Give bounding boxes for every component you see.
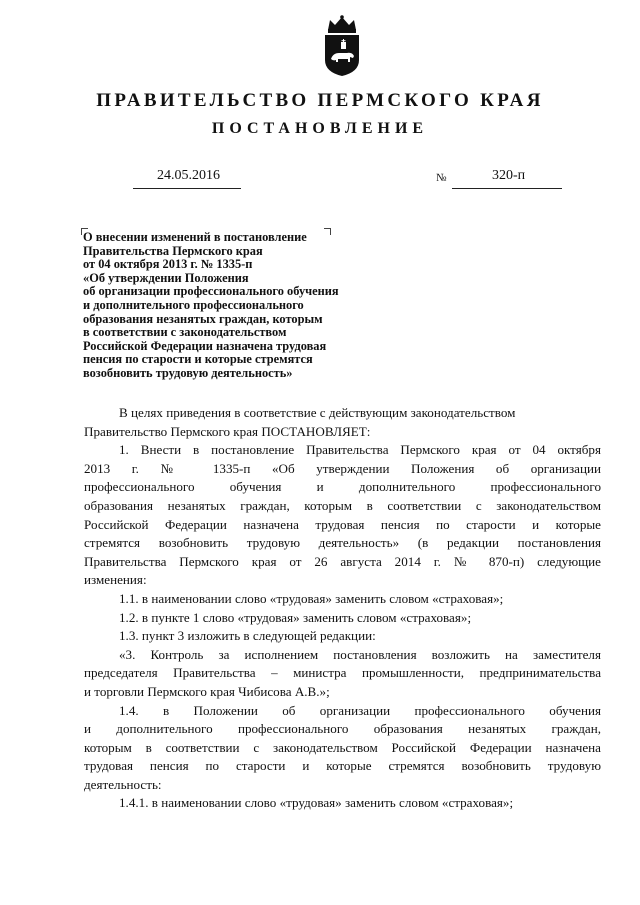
subject-line: и дополнительного профессионального bbox=[83, 297, 304, 312]
body-line: 1.3. пункт 3 изложить в следующей редакции: bbox=[119, 628, 376, 644]
document-number-value: 320-п bbox=[492, 168, 526, 183]
subject-line: «Об утверждении Положения bbox=[83, 270, 249, 285]
subject-line: Российской Федерации назначена трудовая bbox=[83, 338, 327, 353]
body-line: изменения: bbox=[84, 572, 147, 588]
body-line: и торговли Пермского края Чибисова А.В.»; bbox=[84, 683, 330, 699]
body-line: трудовая пенсия по старости и которые стремятся возобновить трудовую bbox=[84, 758, 601, 774]
document-date bbox=[133, 168, 241, 189]
body-line: 1.1. в наименовании слово «трудовая» заменить словом «страховая»; bbox=[119, 590, 504, 606]
body-line: 1.4.1. в наименовании слово «трудовая» заменить словом «страховая»; bbox=[119, 795, 514, 811]
document-number bbox=[452, 168, 562, 189]
subject-line: пенсия по старости и которые стремятся bbox=[83, 352, 313, 367]
document-subject bbox=[83, 231, 403, 381]
body-line: стремятся возобновить трудовую деятельность» (в редакции постановления bbox=[84, 535, 601, 551]
body-line: образования незанятых граждан, которым в соответствии с законодательством bbox=[84, 497, 601, 513]
body-line: и дополнительного профессионального образования незанятых граждан, bbox=[84, 721, 601, 737]
body-line: В целях приведения в соответствие с действующим законодательством bbox=[119, 405, 516, 420]
number-sign: № bbox=[436, 172, 447, 184]
body-line: которым в соответствии с законодательством Российской Федерации назначена bbox=[84, 739, 601, 755]
subject-line: об организации профессионального обучения bbox=[83, 284, 339, 299]
body-line: председателя Правительства – министра промышленности, предпринимательства bbox=[84, 665, 601, 681]
document-date-value: 24.05.2016 bbox=[157, 168, 220, 183]
perm-krai-coat-of-arms-icon bbox=[319, 14, 365, 78]
body-line: деятельность: bbox=[84, 776, 162, 792]
subject-line: возобновить трудовую деятельность» bbox=[83, 365, 293, 380]
body-line: Правительство Пермского края ПОСТАНОВЛЯЕТ: bbox=[84, 423, 371, 439]
body-line: 2013 г. № 1335-п «Об утверждении Положения об организации bbox=[84, 460, 601, 476]
body-line: «3. Контроль за исполнением постановления возложить на заместителя bbox=[119, 646, 601, 662]
subject-line: в соответствии с законодательством bbox=[83, 325, 287, 340]
subject-line: О внесении изменений в постановление bbox=[83, 230, 307, 244]
body-line: профессионального обучения и дополнительного профессионального bbox=[84, 479, 601, 495]
body-line: 1. Внести в постановление Правительства Пермского края от 04 октября bbox=[119, 442, 601, 458]
subject-line: Правительства Пермского края bbox=[83, 243, 263, 258]
body-line: Правительства Пермского края от 26 августа 2014 г. № 870-п) следующие bbox=[84, 553, 601, 569]
government-title: ПРАВИТЕЛЬСТВО ПЕРМСКОГО КРАЯ bbox=[96, 90, 544, 111]
document-body bbox=[84, 404, 601, 813]
body-line: 1.2. в пункте 1 слово «трудовая» заменить словом «страховая»; bbox=[119, 609, 472, 625]
subject-line: образования незанятых граждан, которым bbox=[83, 311, 323, 326]
subject-line: от 04 октября 2013 г. № 1335-п bbox=[83, 257, 253, 272]
body-line: Российской Федерации назначена трудовая пенсия по старости и которые bbox=[84, 516, 601, 532]
body-line: 1.4. в Положении об организации профессионального обучения bbox=[119, 702, 601, 718]
document-type: ПОСТАНОВЛЕНИЕ bbox=[211, 120, 429, 137]
